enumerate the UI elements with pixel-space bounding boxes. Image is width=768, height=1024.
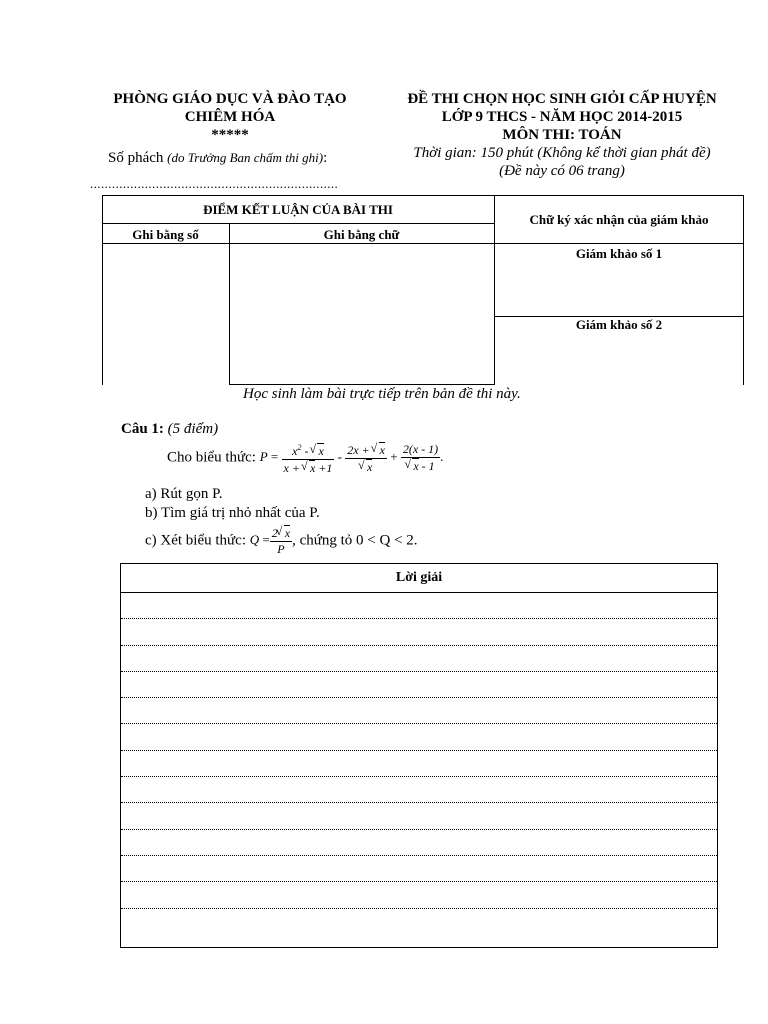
part-b: b) Tìm giá trị nhỏ nhất của P. <box>145 505 320 521</box>
score-number-header: Ghi bằng số <box>132 227 199 242</box>
instruction-text: Học sinh làm bài trực tiếp trên bản đề thi này. <box>243 386 521 402</box>
so-phach-colon: : <box>323 150 328 166</box>
score-words-header: Ghi bằng chữ <box>323 227 400 242</box>
so-phach-label: Số phách <box>108 150 164 166</box>
question-1-points: (5 điểm) <box>167 421 219 437</box>
answer-line[interactable] <box>121 751 717 777</box>
question-1-intro: Cho biểu thức: <box>167 449 256 466</box>
answer-line[interactable] <box>121 777 717 803</box>
signature-header: Chữ ký xác nhận của giám khảo <box>529 212 709 227</box>
header-right <box>383 90 741 180</box>
answer-box-title: Lời giải <box>121 564 717 593</box>
part-c-suffix: , chứng tỏ 0 < Q < 2. <box>292 532 418 549</box>
examiner-1-label: Giám khảo số 1 <box>575 246 663 261</box>
district-name: CHIÊM HÓA <box>184 109 276 125</box>
answer-line[interactable] <box>121 803 717 829</box>
answer-line[interactable] <box>121 698 717 724</box>
department-name: PHÒNG GIÁO DỤC VÀ ĐÀO TẠO <box>113 91 347 107</box>
answer-line[interactable] <box>121 619 717 645</box>
answer-line[interactable] <box>121 909 717 935</box>
part-a: a) Rút gọn P. <box>145 486 223 502</box>
formula-q: Q = $\frac{2√ x}{P}$ <box>250 532 292 547</box>
examiner-2-label: Giám khảo số 2 <box>575 317 663 332</box>
answer-line[interactable] <box>121 830 717 856</box>
header-left <box>90 90 370 144</box>
answer-line[interactable] <box>121 593 717 619</box>
exam-title: ĐỀ THI CHỌN HỌC SINH GIỎI CẤP HUYỆN <box>407 91 717 107</box>
answer-line[interactable] <box>121 856 717 882</box>
part-c-prefix: c) Xét biểu thức: <box>145 532 247 549</box>
question-1-heading <box>121 421 218 438</box>
question-1-parts <box>145 485 320 523</box>
question-1-label: Câu 1: <box>121 421 164 437</box>
stars-divider: ***** <box>211 127 249 143</box>
answer-line[interactable] <box>121 882 717 908</box>
answer-line[interactable] <box>121 724 717 750</box>
answer-line[interactable] <box>121 646 717 672</box>
exam-grade-year: LỚP 9 THCS - NĂM HỌC 2014-2015 <box>441 109 683 125</box>
exam-subject: MÔN THI: TOÁN <box>502 127 622 143</box>
part-c <box>145 525 418 557</box>
so-phach-dots: .................................................................... <box>90 176 339 191</box>
question-1-expression <box>167 440 443 476</box>
so-phach-line <box>108 150 327 167</box>
exam-pages: (Đề này có 06 trang) <box>499 163 625 179</box>
answer-line[interactable] <box>121 672 717 698</box>
exam-duration: Thời gian: 150 phút (Không kể thời gian phát đề) <box>413 145 711 161</box>
score-title: ĐIỂM KẾT LUẬN CỦA BÀI THI <box>203 202 393 217</box>
so-phach-note: (do Trưởng Ban chấm thi ghi) <box>167 150 324 165</box>
score-table <box>102 195 744 385</box>
answer-lines[interactable] <box>121 593 717 935</box>
answer-box <box>120 563 718 948</box>
formula-p: P = $\frac{x^2 - √ x}{x + √ x +1}$ - 2x + √ x √ x + 2(x - 1) √ x - 1 . <box>260 449 444 464</box>
